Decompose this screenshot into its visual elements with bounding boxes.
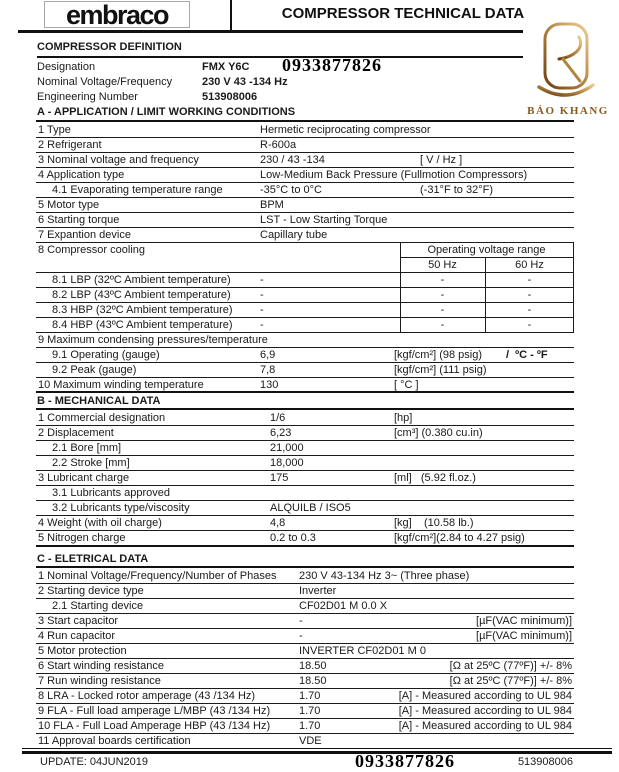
definition-rows — [37, 55, 557, 105]
row-unit: [A] - Measured according to UL 984 — [398, 720, 572, 732]
row-label: 2.2 Stroke [mm] — [52, 457, 130, 469]
section-b-end-rule — [36, 545, 574, 547]
footer-stamp-number: 0933877826 — [355, 751, 455, 771]
table-row — [36, 138, 574, 153]
row-label: 2 Refrigerant — [38, 139, 102, 151]
row-value: 175 — [270, 472, 289, 484]
section-a-rows-bottom — [36, 333, 574, 393]
row-value: - — [299, 630, 303, 642]
table-row — [36, 531, 574, 546]
embraco-logo — [44, 1, 190, 28]
row-value: 1/6 — [270, 412, 286, 424]
row-value: 1.70 — [299, 720, 321, 732]
table-border — [485, 258, 486, 333]
row-value: 6,23 — [270, 427, 292, 439]
row-label: 3 Nominal voltage and frequency — [38, 154, 199, 166]
row-value: 21,000 — [270, 442, 304, 454]
row-value: 18,000 — [270, 457, 304, 469]
row-value: Inverter — [299, 585, 337, 597]
row-label: 8 Compressor cooling — [38, 244, 145, 256]
footer-rule — [22, 751, 612, 754]
cell-60hz: - — [527, 304, 532, 316]
row-value: - — [299, 615, 303, 627]
row-unit: [ V / Hz ] — [420, 154, 463, 166]
row-value: Hermetic reciprocating compressor — [260, 124, 431, 136]
table-row — [36, 198, 574, 213]
section-a-rule — [36, 120, 574, 122]
table-row — [36, 348, 574, 363]
row-label: 5 Motor type — [38, 199, 100, 211]
row-value: - — [260, 274, 264, 286]
table-row — [36, 486, 574, 501]
cell-60hz: - — [527, 274, 532, 286]
row-label: 9.2 Peak (gauge) — [52, 364, 137, 376]
column-header-50hz: 50 Hz — [428, 259, 457, 271]
row-value: 18.50 — [299, 660, 327, 672]
row-label: 8.2 LBP (43ºC Ambient temperature) — [52, 289, 231, 301]
row-unit: [hp] — [394, 412, 413, 424]
row-label: 7 Run winding resistance — [38, 675, 161, 687]
row-unit: [ °C ] — [394, 379, 419, 391]
row-label: 1 Type — [38, 124, 71, 136]
definition-value: 513908006 — [202, 91, 258, 103]
section-a-title: A - APPLICATION / LIMIT WORKING CONDITIONS — [37, 106, 296, 118]
table-row — [36, 288, 574, 303]
definition-title: COMPRESSOR DEFINITION — [37, 41, 182, 53]
definition-value: FMX Y6C — [202, 61, 250, 73]
section-b-rule — [36, 408, 574, 410]
row-label: 8.4 HBP (43ºC Ambient temperature) — [52, 319, 233, 331]
row-unit: [cm³] (0.380 cu.in) — [394, 427, 483, 439]
row-unit: [Ω at 25ºC (77ºF)] +/- 8% — [449, 660, 572, 672]
row-label: 9.1 Operating (gauge) — [52, 349, 160, 361]
definition-row — [37, 55, 557, 75]
table-row — [36, 363, 574, 378]
row-unit: [µF(VAC minimum)] — [476, 615, 572, 627]
table-row — [36, 569, 574, 584]
row-unit: [Ω at 25ºC (77ºF)] +/- 8% — [449, 675, 572, 687]
row-value: 1.70 — [299, 690, 321, 702]
definition-label: Engineering Number — [37, 91, 138, 103]
row-unit: [kg] (10.58 lb.) — [394, 517, 474, 529]
row-value: 6,9 — [260, 349, 276, 361]
footer-update-date: UPDATE: 04JUN2019 — [40, 756, 149, 768]
table-row — [36, 228, 574, 243]
definition-rule — [37, 56, 523, 58]
row-value: - — [260, 304, 264, 316]
table-row — [36, 183, 574, 198]
table-row — [36, 629, 574, 644]
row-label: 4 Run capacitor — [38, 630, 116, 642]
table-row — [36, 333, 574, 348]
row-value: 230 V 43-134 Hz 3~ (Three phase) — [299, 570, 470, 582]
row-label: 10 Maximum winding temperature — [38, 379, 204, 391]
row-unit: [kgf/cm²] (98 psig) — [394, 349, 483, 361]
row-value: 1.70 — [299, 705, 321, 717]
row-unit: [ml] (5.92 fl.oz.) — [394, 472, 476, 484]
table-row — [36, 659, 574, 674]
row-value: VDE — [299, 735, 322, 747]
row-label: 5 Motor protection — [38, 645, 127, 657]
table-row — [36, 516, 574, 531]
row-label: 4 Weight (with oil charge) — [38, 517, 162, 529]
table-row — [36, 273, 574, 288]
table-row — [36, 303, 574, 318]
row-label: 11 Approval boards certification — [38, 735, 191, 747]
table-row — [36, 318, 574, 333]
row-label: 5 Nitrogen charge — [38, 532, 126, 544]
row-value: INVERTER CF02D01 M 0 — [299, 645, 426, 657]
table-row — [36, 501, 574, 516]
table-row — [36, 168, 574, 183]
section-c-title: C - ELETRICAL DATA — [37, 553, 149, 565]
row-value: ALQUILB / ISO5 — [270, 502, 351, 514]
row-value: -35°C to 0°C — [260, 184, 322, 196]
cell-50hz: - — [440, 304, 445, 316]
table-row — [36, 471, 574, 486]
table-row — [36, 153, 574, 168]
row-unit: [A] - Measured according to UL 984 — [398, 705, 572, 717]
row-label: 3 Start capacitor — [38, 615, 119, 627]
table-border — [573, 243, 574, 333]
page-title: COMPRESSOR TECHNICAL DATA — [281, 5, 525, 22]
definition-label: Nominal Voltage/Frequency — [37, 76, 173, 88]
definition-label: Designation — [37, 61, 96, 73]
row-label: 1 Commercial designation — [38, 412, 166, 424]
table-row — [36, 213, 574, 228]
cell-50hz: - — [440, 319, 445, 331]
table-row — [36, 674, 574, 689]
row-label: 4.1 Evaporating temperature range — [52, 184, 223, 196]
row-label: 2.1 Starting device — [52, 600, 144, 612]
row-label: 6 Starting torque — [38, 214, 120, 226]
row-value: Low-Medium Back Pressure (Fullmotion Compressors) — [260, 169, 528, 181]
table-row — [36, 689, 574, 704]
table-row — [36, 719, 574, 734]
section-c — [36, 569, 574, 749]
section-a-end-rule — [36, 391, 574, 393]
row-unit: [kgf/cm²](2.84 to 4.27 psig) — [394, 532, 525, 544]
embraco-logo-text: embraco — [65, 0, 169, 30]
row-value: 230 / 43 -134 — [260, 154, 325, 166]
column-header-60hz: 60 Hz — [515, 259, 544, 271]
compressor-cooling-table — [36, 243, 574, 333]
row-label: 8.3 HBP (32ºC Ambient temperature) — [52, 304, 233, 316]
row-unit: (-31°F to 32°F) — [420, 184, 493, 196]
table-row — [36, 599, 574, 614]
table-border — [400, 243, 401, 333]
row-value: CF02D01 M 0.0 X — [299, 600, 388, 612]
row-label: 9 Maximum condensing pressures/temperature — [38, 334, 268, 346]
row-label: 3.2 Lubricants type/viscosity — [52, 502, 190, 514]
footer-engineering-number: 513908006 — [517, 756, 573, 768]
table-row — [36, 426, 574, 441]
table-row — [36, 441, 574, 456]
row-value: Capillary tube — [260, 229, 328, 241]
cooling-rows — [36, 273, 574, 333]
row-value: - — [260, 289, 264, 301]
table-row — [36, 123, 574, 138]
stamp-number: 0933877826 — [282, 55, 382, 75]
row-value: 4,8 — [270, 517, 286, 529]
cell-60hz: - — [527, 289, 532, 301]
row-label: 8.1 LBP (32ºC Ambient temperature) — [52, 274, 231, 286]
row-label: 2.1 Bore [mm] — [52, 442, 122, 454]
row-value: 0.2 to 0.3 — [270, 532, 316, 544]
cell-50hz: - — [440, 274, 445, 286]
header-rule — [18, 30, 523, 33]
row-value: R-600a — [260, 139, 297, 151]
section-a — [36, 123, 574, 393]
table-row — [36, 456, 574, 471]
row-label: 2 Displacement — [38, 427, 114, 439]
table-row — [36, 258, 574, 273]
row-unit: [µF(VAC minimum)] — [476, 630, 572, 642]
table-row — [36, 243, 574, 258]
row-label: 8 LRA - Locked rotor amperage (43 /134 Hz) — [38, 690, 256, 702]
row-unit: [kgf/cm²] (111 psig) — [394, 364, 487, 376]
table-row — [36, 704, 574, 719]
cell-50hz: - — [440, 289, 445, 301]
row-value: 7,8 — [260, 364, 276, 376]
row-label: 7 Expantion device — [38, 229, 131, 241]
row-value: BPM — [260, 199, 284, 211]
row-unit: [A] - Measured according to UL 984 — [398, 690, 572, 702]
row-value: 18.50 — [299, 675, 327, 687]
watermark-brand-text: BẢO KHANG — [527, 105, 609, 117]
row-extra: / ºC - ºF — [506, 349, 548, 361]
footer-rule — [22, 748, 612, 749]
table-row — [36, 644, 574, 659]
section-b-title: B - MECHANICAL DATA — [37, 395, 161, 407]
row-label: 3 Lubricant charge — [38, 472, 130, 484]
cell-60hz: - — [527, 319, 532, 331]
row-label: 6 Start winding resistance — [38, 660, 164, 672]
table-row — [36, 411, 574, 426]
row-label: 9 FLA - Full load amperage L/MBP (43 /134 Hz) — [38, 705, 271, 717]
definition-row — [37, 90, 557, 105]
row-value: LST - Low Starting Torque — [260, 214, 388, 226]
voltage-range-header: Operating voltage range — [400, 243, 573, 258]
row-label: 2 Starting device type — [38, 585, 144, 597]
row-label: 4 Application type — [38, 169, 125, 181]
row-label: 3.1 Lubricants approved — [52, 487, 171, 499]
section-a-rows-top — [36, 123, 574, 243]
table-row — [36, 614, 574, 629]
definition-value: 230 V 43 -134 Hz — [202, 76, 288, 88]
table-row — [36, 734, 574, 749]
section-c-rule — [36, 566, 574, 568]
definition-row — [37, 75, 557, 90]
section-b — [36, 411, 574, 546]
row-label: 10 FLA - Full Load Amperage HBP (43 /134 Hz) — [38, 720, 271, 732]
table-row — [36, 584, 574, 599]
row-label: 1 Nominal Voltage/Frequency/Number of Phases — [38, 570, 277, 582]
row-value: - — [260, 319, 264, 331]
row-value: 130 — [260, 379, 279, 391]
